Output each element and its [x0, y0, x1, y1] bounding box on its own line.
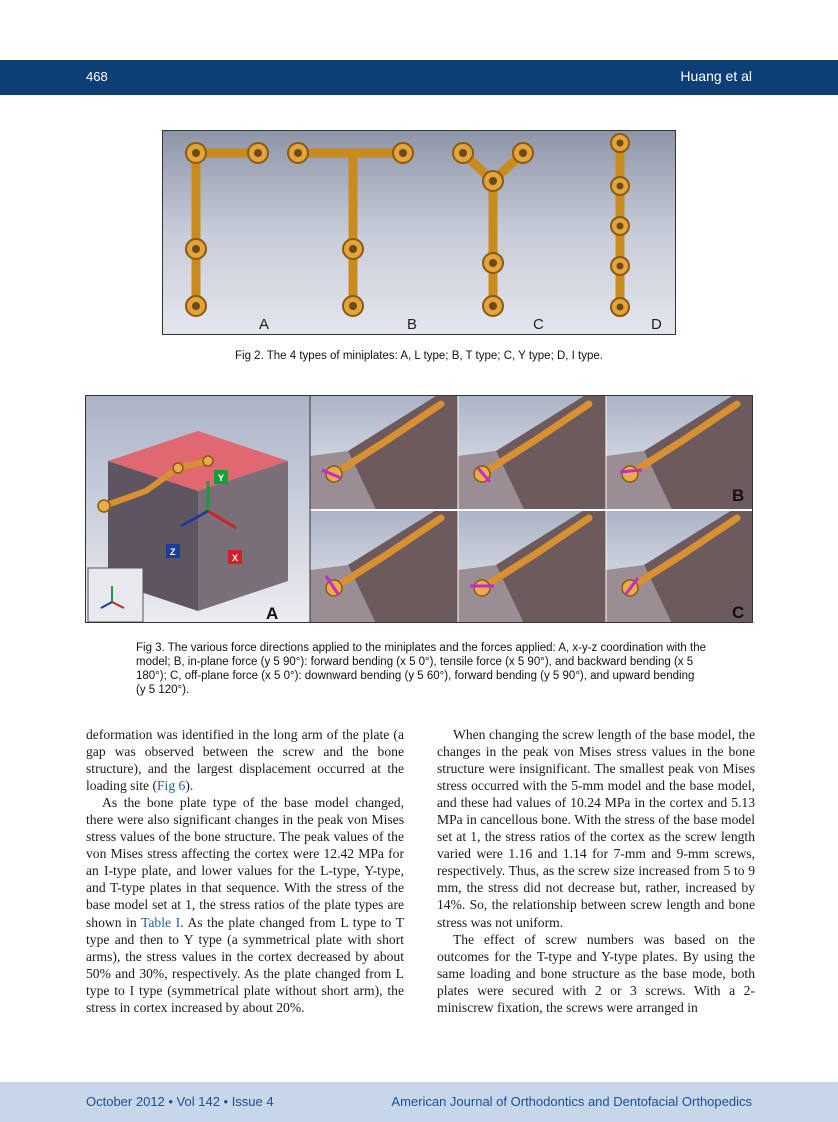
figure-3-image — [85, 395, 753, 623]
page-header — [0, 60, 838, 95]
figure-2-image — [162, 130, 676, 335]
body-column-left — [86, 726, 404, 1016]
page-number: 468 — [86, 69, 108, 84]
paragraph: When changing the screw length of the base model, the changes in the peak von Mises stress values in the bone structure were insignificant. The smallest peak von Mises stress occurred with the 5-mm model and the base model, and these had values of 10.24 MPa in the cortex and 5.13 MPa in cancellous bone. With the stress of the base model set at 1, the stress ratios of the cortex as the screw length varied were 1.16 and 1.14 for 7-mm and 9-mm screws, respectively. Thus, as the screw size increased from 5 to 9 mm, the stress did not decrease but, rather, increased by 14%. So, the relationship between screw length and bone stress was not uniform. — [437, 727, 755, 930]
fig3-label-c: C — [732, 603, 745, 622]
table-i-link[interactable]: Table I — [141, 914, 181, 930]
fig3-axis-z: Z — [170, 547, 176, 557]
fig3-axis-x: X — [232, 553, 239, 563]
body-column-right — [437, 726, 755, 1016]
figure-2-caption: Fig 2. The 4 types of miniplates: A, L type; B, T type; C, Y type; D, I type. — [235, 350, 603, 362]
journal-name: American Journal of Orthodontics and Dentofacial Orthopedics — [391, 1094, 752, 1109]
paragraph: As the bone plate type of the base model changed, there were also significant changes in the peak von Mises stress values of the bone structure. The peak values of the von Mises stress affecting the cortex were 12.42 MPa for an I-type plate, and lower values for the L-type, Y-type, and T-type plates in that sequence. With the stress of the base model set at 1, the stress ratios of the plate types are shown in Table I. As the plate changed from L type to T type and then to Y type (a symmetrical plate with short arms), the stress values in the cortex decreased by about 50% and 30%, respectively. As the plate changed from L type to I type (symmetrical plate without short arm), the stress in cortex increased by about 20%. — [86, 795, 404, 1015]
fig6-link[interactable]: Fig 6 — [156, 778, 186, 794]
paragraph: The effect of screw numbers was based on the outcomes for the T-type and Y-type plates. By using the same loading and bone structure as the base mode, both plates were secured with 2 or 3 screws. With a 2-miniscrew fixation, the screws were arranged in — [437, 931, 755, 1015]
figure-3-caption: Fig 3. The various force directions applied to the miniplates and the forces applied: A, x-y-z coordination with the model; B, in-plane force (y 5 90°): forward bending (x 5 0°), tensile force (x 5 90°), and backward bending (x 5 180°); C, off-plane force (x 5 0°): downward bending (y 5 60°), forward bending (y 5 90°), and upward bending (y 5 120°). — [136, 642, 706, 696]
page-footer — [0, 1082, 838, 1122]
fig3-axis-y: Y — [218, 473, 225, 483]
fig2-label-a: A — [259, 316, 270, 333]
fig3-label-b: B — [732, 486, 745, 505]
fig2-label-c: C — [533, 316, 544, 333]
paragraph: deformation was identified in the long arm of the plate (a gap was observed between the screw and the bone structure), and the largest displacement occurred at the loading site (Fig 6). — [86, 727, 404, 794]
running-title: Huang et al — [680, 68, 752, 84]
fig3-label-a: A — [266, 604, 279, 623]
fig2-label-d: D — [651, 316, 662, 333]
issue-info: October 2012 • Vol 142 • Issue 4 — [86, 1094, 274, 1109]
fig2-label-b: B — [407, 316, 418, 333]
